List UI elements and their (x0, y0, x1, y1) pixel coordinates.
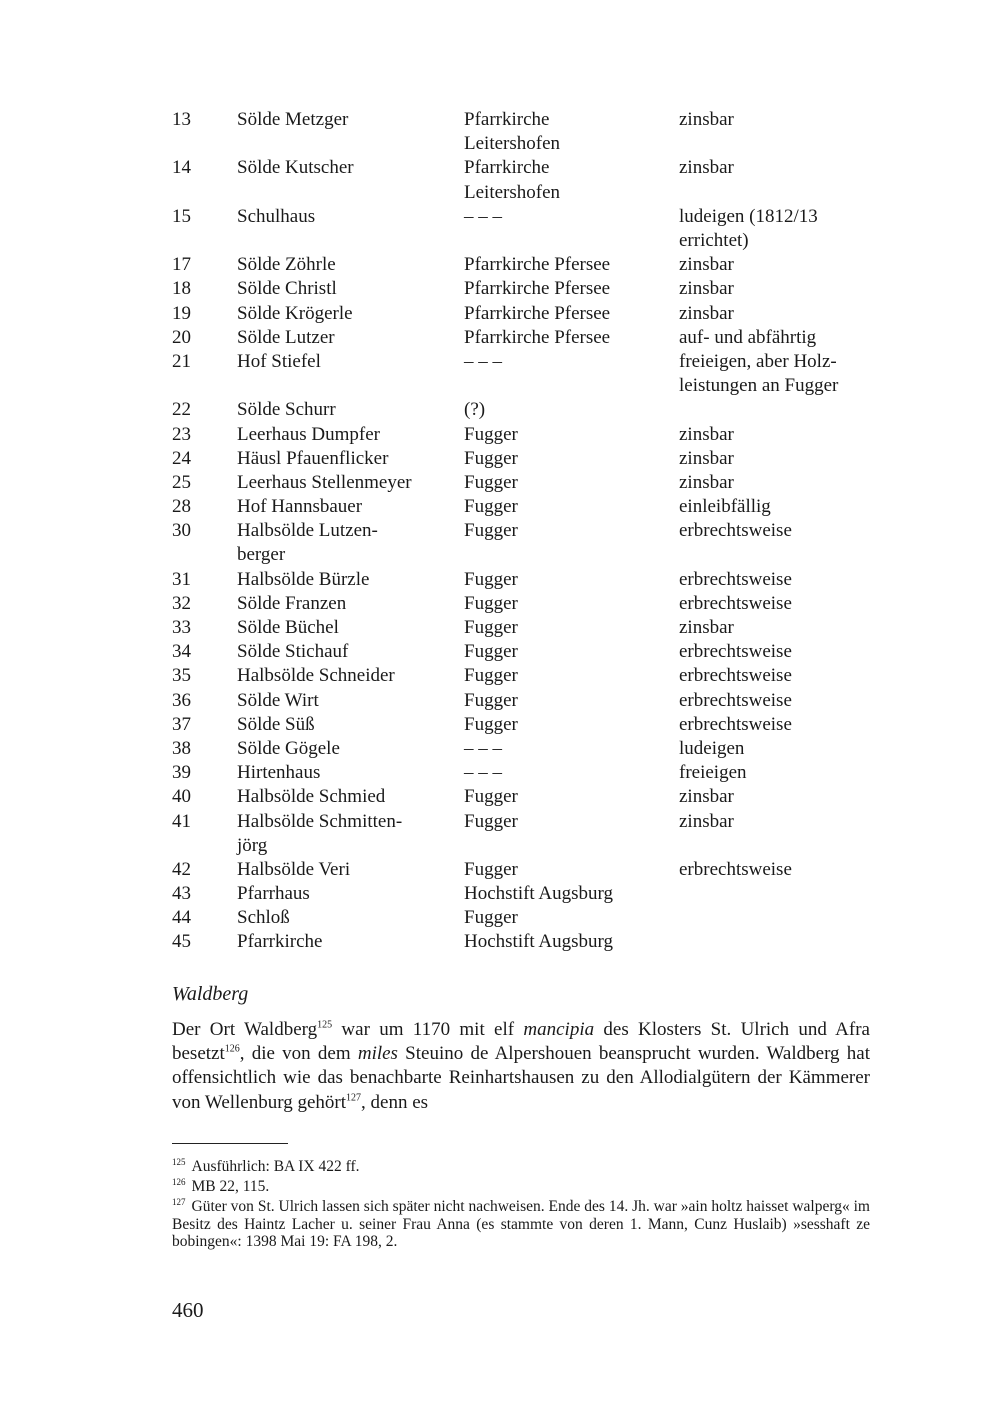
row-number: 42 (172, 858, 191, 880)
row-number: 36 (172, 689, 191, 711)
tenure-status: zinsbar (679, 278, 734, 300)
owner: Pfarrkirche Pfersee (464, 326, 611, 348)
row-number: 13 (172, 109, 191, 130)
property-name: Sölde Zöhrle (237, 254, 336, 276)
property-name: Sölde Büchel (237, 617, 339, 639)
footnote-text: Ausführlich: BA IX 422 ff. (191, 1158, 360, 1175)
owner: Fugger (464, 520, 518, 542)
property-name: Sölde Wirt (237, 689, 319, 711)
tenure-status: ludeigen (1812/13 errichtet) (679, 205, 818, 251)
tenure-status: erbrechtsweise (679, 568, 792, 590)
row-number: 30 (172, 520, 191, 542)
tenure-status: auf- und abfährtig (679, 326, 817, 348)
table-row (0, 253, 1000, 277)
property-name: Leerhaus Dumpfer (237, 423, 380, 445)
owner: Hochstift Augsburg (464, 931, 614, 953)
row-number: 14 (172, 157, 191, 179)
owner: Fugger (464, 568, 518, 590)
property-name: Sölde Lutzer (237, 326, 335, 348)
owner: Fugger (464, 423, 518, 445)
owner: Fugger (464, 641, 518, 663)
row-number: 20 (172, 326, 191, 348)
tenure-status: zinsbar (679, 254, 734, 276)
para-text-1: Der Ort Waldberg (172, 1019, 318, 1040)
footnote-ref-127: 127 (346, 1092, 362, 1104)
table-row (0, 640, 1000, 664)
property-name: Leerhaus Stellenmeyer (237, 471, 412, 493)
tenure-status: zinsbar (679, 447, 734, 469)
owner: Pfarrkirche Leitershofen (464, 157, 561, 203)
owner: Fugger (464, 496, 518, 518)
footnote-mark: 127 (172, 1196, 186, 1207)
para-term-miles: miles (357, 1043, 398, 1065)
table-row (0, 277, 1000, 301)
row-number: 38 (172, 737, 191, 759)
footnote-125 (172, 1158, 870, 1176)
row-number: 19 (172, 302, 191, 324)
property-table (0, 108, 1000, 955)
tenure-status: zinsbar (679, 471, 734, 493)
row-number: 15 (172, 205, 191, 227)
owner: Fugger (464, 786, 518, 808)
footnote-mark: 125 (172, 1156, 186, 1167)
property-name: Sölde Metzger (237, 109, 349, 130)
page-number: 460 (172, 1298, 204, 1322)
section-heading: Waldberg (172, 983, 249, 1005)
tenure-status: freieigen, aber Holz- leistungen an Fugger (679, 350, 839, 397)
owner: Fugger (464, 617, 518, 639)
table-row (0, 205, 1000, 253)
owner: Fugger (464, 447, 518, 469)
property-name: Sölde Franzen (237, 592, 347, 614)
row-number: 41 (172, 810, 191, 832)
owner: – – – (464, 205, 502, 227)
table-row (0, 447, 1000, 471)
owner: Pfarrkirche Pfersee (464, 302, 611, 324)
owner: Fugger (464, 689, 518, 711)
owner: Hochstift Augsburg (464, 883, 614, 905)
owner: Pfarrkirche Leitershofen (464, 109, 561, 155)
table-row (0, 568, 1000, 592)
table-row (0, 423, 1000, 447)
row-number: 23 (172, 423, 191, 445)
row-number: 44 (172, 907, 191, 929)
property-name: Sölde Gögele (237, 737, 340, 759)
row-number: 45 (172, 931, 191, 953)
owner: Fugger (464, 665, 518, 687)
row-number: 31 (172, 568, 191, 590)
para-text-5: Steuino de Alpershouen beansprucht wurden. Waldberg hat offensichtlich wie das benachbarte Reinhartshausen zu den Allodialgütern der Kämmerer von Wellenburg gehört (172, 1043, 870, 1113)
tenure-status: erbrechtsweise (679, 858, 792, 880)
para-text-3: des Klosters St. Ulrich und Afra besetzt (172, 1019, 870, 1065)
footnote-ref-125: 125 (317, 1019, 333, 1031)
owner: (?) (464, 399, 486, 421)
property-name: Sölde Süß (237, 713, 315, 735)
row-number: 40 (172, 786, 191, 808)
owner: – – – (464, 762, 502, 784)
footnote-mark: 126 (172, 1176, 186, 1187)
table-row (0, 495, 1000, 519)
footnote-ref-126: 126 (224, 1043, 240, 1055)
table-row (0, 616, 1000, 640)
owner: Fugger (464, 471, 518, 493)
table-row (0, 592, 1000, 616)
row-number: 32 (172, 592, 191, 614)
para-text-2: war um 1170 mit elf (332, 1019, 524, 1040)
table-row (0, 930, 1000, 954)
tenure-status: zinsbar (679, 423, 734, 445)
tenure-status: freieigen (679, 762, 747, 784)
property-name: Pfarrkirche (237, 931, 323, 953)
property-name: Pfarrhaus (237, 883, 310, 905)
property-name: Schulhaus (237, 205, 316, 227)
tenure-status: einleibfällig (679, 496, 771, 518)
tenure-status: erbrechtsweise (679, 713, 792, 735)
row-number: 33 (172, 617, 191, 639)
section-paragraph (172, 1018, 870, 1115)
owner: – – – (464, 737, 502, 759)
property-name: Halbsölde Schneider (237, 665, 395, 687)
owner: Fugger (464, 592, 518, 614)
footnote-divider (172, 1143, 288, 1144)
property-name: Schloß (237, 907, 290, 929)
table-row (0, 350, 1000, 398)
property-name: Hirtenhaus (237, 762, 321, 784)
table-row (0, 108, 1000, 156)
row-number: 21 (172, 350, 191, 372)
row-number: 22 (172, 399, 191, 421)
table-row (0, 326, 1000, 350)
property-name: Sölde Schurr (237, 399, 336, 421)
tenure-status: zinsbar (679, 786, 734, 808)
row-number: 25 (172, 471, 191, 493)
tenure-status: erbrechtsweise (679, 689, 792, 711)
row-number: 28 (172, 496, 191, 518)
row-number: 34 (172, 641, 191, 663)
owner: Fugger (464, 713, 518, 735)
property-name: Halbsölde Veri (237, 858, 351, 880)
property-name: Hof Stiefel (237, 350, 321, 372)
tenure-status: erbrechtsweise (679, 665, 792, 687)
property-name: Häusl Pfauenflicker (237, 447, 389, 469)
property-name: Sölde Christl (237, 278, 337, 300)
property-name: Sölde Krögerle (237, 302, 353, 324)
table-row (0, 882, 1000, 906)
tenure-status: erbrechtsweise (679, 520, 792, 542)
footnote-127 (172, 1198, 870, 1251)
property-name: Halbsölde Lutzen- berger (237, 520, 378, 566)
row-number: 17 (172, 254, 191, 276)
table-row (0, 664, 1000, 688)
property-name: Halbsölde Bürzle (237, 568, 370, 590)
table-row (0, 156, 1000, 204)
property-name: Halbsölde Schmied (237, 786, 386, 808)
row-number: 39 (172, 762, 191, 784)
tenure-status: zinsbar (679, 157, 734, 179)
owner: Fugger (464, 858, 518, 880)
owner: Pfarrkirche Pfersee (464, 254, 611, 276)
owner: – – – (464, 350, 502, 372)
row-number: 35 (172, 665, 191, 687)
table-row (0, 785, 1000, 809)
row-number: 18 (172, 278, 191, 300)
tenure-status: erbrechtsweise (679, 592, 792, 614)
property-name: Sölde Stichauf (237, 641, 349, 663)
table-row (0, 761, 1000, 785)
table-row (0, 713, 1000, 737)
property-name: Sölde Kutscher (237, 157, 354, 179)
footnote-text: MB 22, 115. (191, 1178, 270, 1195)
table-row (0, 519, 1000, 567)
table-row (0, 471, 1000, 495)
para-term-mancipia: mancipia (523, 1019, 595, 1040)
tenure-status: zinsbar (679, 302, 734, 324)
table-row (0, 302, 1000, 326)
tenure-status: zinsbar (679, 810, 734, 832)
para-text-4: , die von dem (239, 1043, 358, 1065)
property-name: Hof Hannsbauer (237, 496, 363, 518)
para-text-6: , denn es (361, 1091, 429, 1113)
tenure-status: zinsbar (679, 109, 734, 130)
tenure-status: zinsbar (679, 617, 734, 639)
property-name: Halbsölde Schmitten- jörg (237, 810, 403, 856)
table-row (0, 689, 1000, 713)
table-row (0, 737, 1000, 761)
footnote-126 (172, 1178, 870, 1196)
table-row (0, 858, 1000, 882)
tenure-status: erbrechtsweise (679, 641, 792, 663)
owner: Fugger (464, 810, 518, 832)
owner: Pfarrkirche Pfersee (464, 278, 611, 300)
table-row (0, 906, 1000, 930)
table-row (0, 810, 1000, 858)
row-number: 24 (172, 447, 191, 469)
tenure-status: ludeigen (679, 737, 745, 759)
row-number: 37 (172, 713, 191, 735)
row-number: 43 (172, 883, 191, 905)
table-row (0, 398, 1000, 422)
owner: Fugger (464, 907, 518, 929)
footnote-text: Güter von St. Ulrich lassen sich später nicht nachweisen. Ende des 14. Jh. war »ain holtz haisset walperg« im Besitz des Haintz Lacher u. seiner Frau Anna (es stammte von deren 1. Mann, Cunz Huslaib) »sesshaft ze bobingen«: 1398 Mai 19: FA 198, 2. (172, 1198, 870, 1250)
